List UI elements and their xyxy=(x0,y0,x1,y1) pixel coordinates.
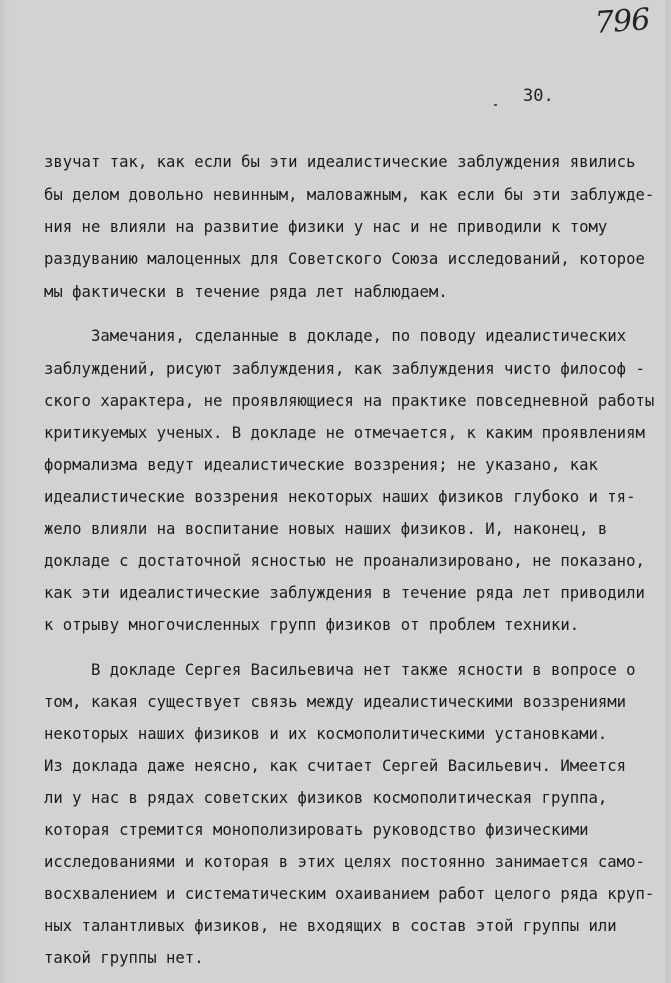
text-line: раздуванию малоценных для Советского Союза исследований, которое xyxy=(44,250,645,268)
text-line: критикуемых ученых. В докладе не отмечается, к каким проявлениям xyxy=(44,424,645,442)
page-number: 30. xyxy=(523,86,554,106)
text-line: которая стремится монополизировать руководство физическими xyxy=(44,821,589,839)
text-line: формализма ведут идеалистические воззрения; не указано, как xyxy=(44,456,598,474)
text-line: жело влияли на воспитание новых наших физиков. И, наконец, в xyxy=(44,520,608,538)
ink-mark xyxy=(494,104,497,106)
text-line: Из доклада даже неясно, как считает Сергей Васильевич. Имеется xyxy=(44,757,627,775)
text-line: ского характера, не проявляющиеся на практике повседневной работы xyxy=(44,392,655,410)
text-line: том, какая существует связь между идеалистическими воззрениями xyxy=(44,693,627,711)
text-line: к отрыву многочисленных групп физиков от проблем техники. xyxy=(44,616,580,634)
text-line: такой группы нет. xyxy=(44,949,204,967)
text-line: докладе с достаточной ясностью не проанализировано, не показано, xyxy=(44,552,645,570)
text-line: Замечания, сделанные в докладе, по поводу идеалистических xyxy=(91,327,627,345)
right-edge-shadow xyxy=(665,0,671,983)
left-edge-shadow xyxy=(0,0,10,983)
text-line: исследованиями и которая в этих целях постоянно занимается само- xyxy=(44,853,645,871)
text-line: ния не влияли на развитие физики у нас и не приводили к тому xyxy=(44,218,608,236)
archive-sheet-number: 796 xyxy=(593,2,651,41)
text-line: как эти идеалистические заблуждения в течение ряда лет приводили xyxy=(44,584,645,602)
text-line: восхвалением и систематическим охаиванием работ целого ряда круп- xyxy=(44,885,655,903)
text-line: ли у нас в рядах советских физиков космополитическая группа, xyxy=(44,789,608,807)
text-line: В докладе Сергея Васильевича нет также ясности в вопросе о xyxy=(91,661,636,679)
text-line: идеалистические воззрения некоторых наших физиков глубоко и тя- xyxy=(44,488,636,506)
text-line: мы фактически в течение ряда лет наблюдаем. xyxy=(44,283,448,301)
text-line: ных талантливых физиков, не входящих в состав этой группы или xyxy=(44,917,617,935)
text-line: звучат так, как если бы эти идеалистические заблуждения явились xyxy=(44,153,636,171)
text-line: заблуждений, рисуют заблуждения, как заблуждения чисто философ - xyxy=(44,360,645,378)
text-line: бы делом довольно невинным, маловажным, как если бы эти заблужде- xyxy=(44,186,655,204)
text-line: некоторых наших физиков и их космополитическими установками. xyxy=(44,725,608,743)
